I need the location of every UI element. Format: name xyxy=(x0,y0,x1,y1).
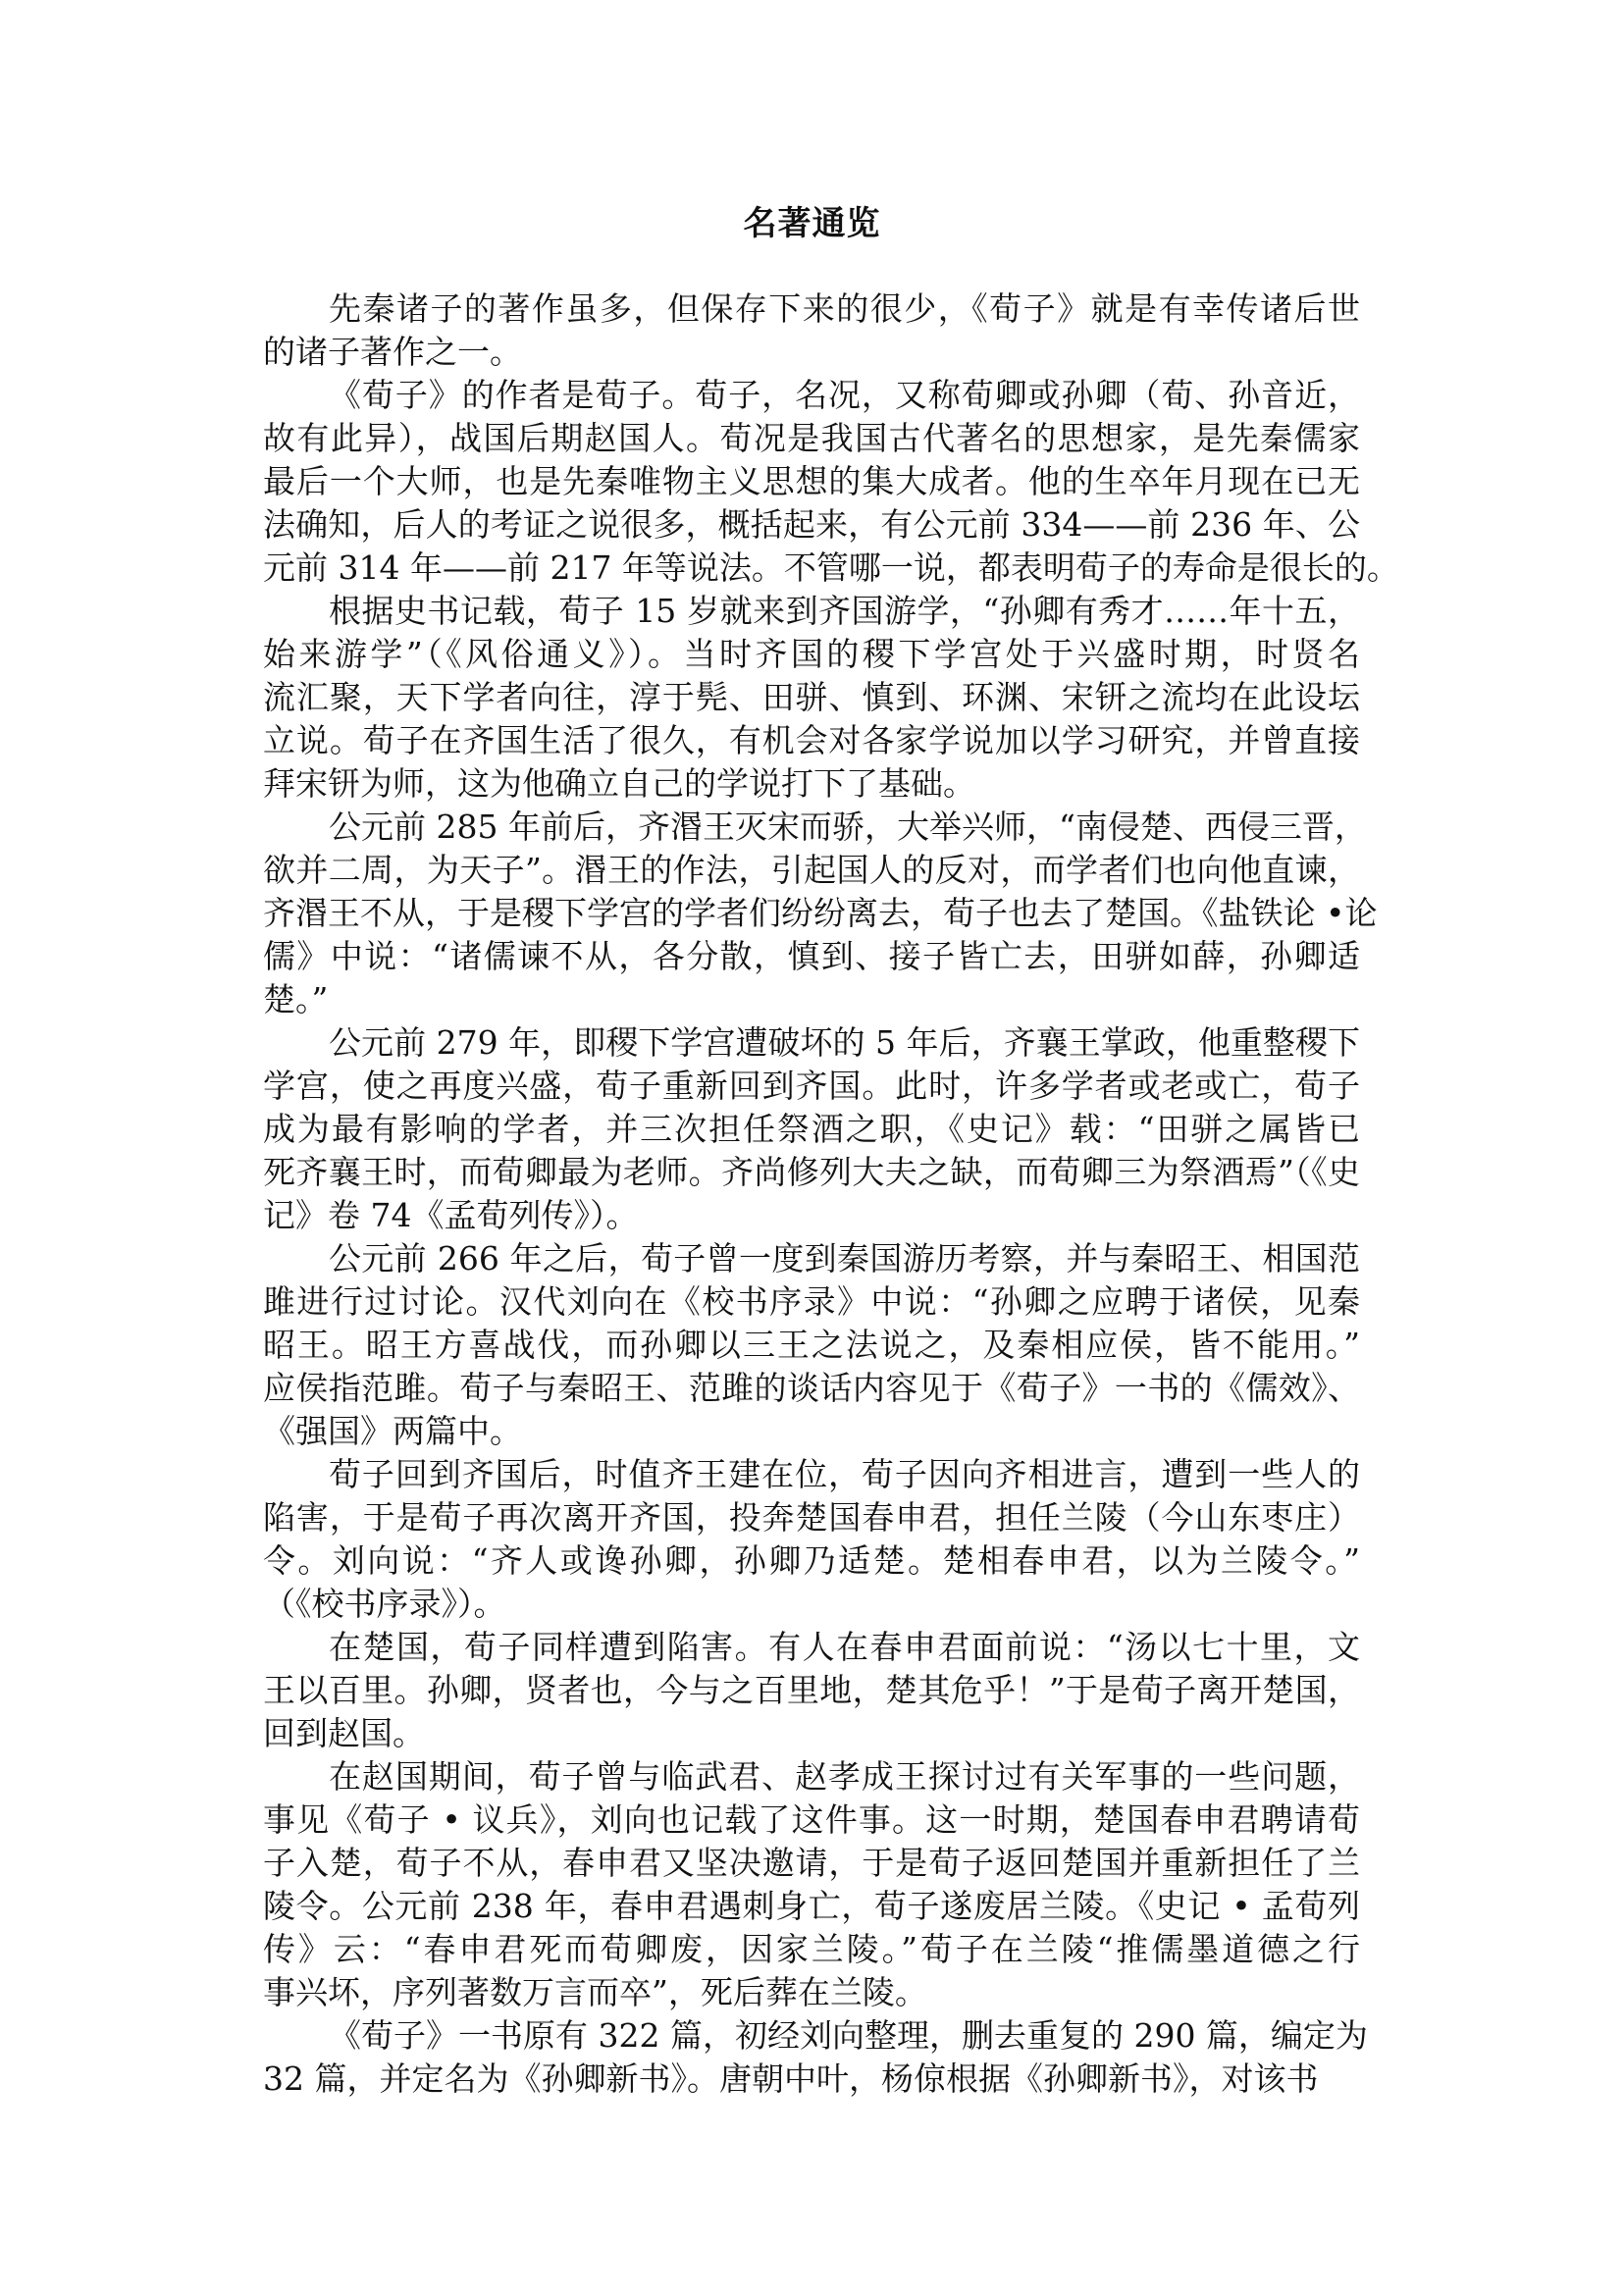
document-body xyxy=(263,287,1399,2101)
text-line: 根据史书记载，荀子 15 岁就来到齐国游学，“孙卿有秀才……年十五， xyxy=(329,592,1360,630)
text-line: 雎进行过讨论。汉代刘向在《校书序录》中说：“孙卿之应聘于诸侯，见秦 xyxy=(263,1282,1360,1321)
text-line: 公元前 285 年前后，齐湣王灭宋而骄，大举兴师，“南侵楚、西侵三晋， xyxy=(329,808,1367,846)
text-line: 《荀子》一书原有 322 篇，初经刘向整理，删去重复的 290 篇，编定为 xyxy=(329,2016,1368,2055)
text-line: 法确知，后人的考证之说很多，概括起来，有公元前 334——前 236 年、公 xyxy=(263,505,1360,544)
text-line: 荀子回到齐国后，时值齐王建在位，荀子因向齐相进言，遭到一些人的 xyxy=(329,1455,1360,1493)
text-line: 公元前 266 年之后，荀子曾一度到秦国游历考察，并与秦昭王、相国范 xyxy=(329,1239,1360,1277)
text-line: 齐湣王不从，于是稷下学宫的学者们纷纷离去，荀子也去了楚国。《盐铁论 •论 xyxy=(263,894,1378,932)
text-line: 故有此异），战国后期赵国人。荀况是我国古代著名的思想家，是先秦儒家 xyxy=(263,419,1360,457)
paragraph xyxy=(263,1453,1360,1626)
text-line: （《校书序录》）。 xyxy=(263,1585,506,1623)
text-line: 记》卷 74《孟荀列传》）。 xyxy=(263,1196,639,1234)
text-line: 陷害，于是荀子再次离开齐国，投奔楚国春申君，担任兰陵（今山东枣庄） xyxy=(263,1498,1360,1537)
text-line: 事见《荀子 • 议兵》，刘向也记载了这件事。这一时期，楚国春申君聘请荀 xyxy=(263,1800,1360,1839)
paragraph xyxy=(263,806,1378,1021)
paragraph xyxy=(263,287,1360,374)
text-line: 欲并二周，为天子”。湣王的作法，引起国人的反对，而学者们也向他直谏， xyxy=(263,851,1360,889)
text-line: 传》云：“春申君死而荀卿废，因家兰陵。”荀子在兰陵“推儒墨道德之行 xyxy=(263,1930,1360,1968)
text-line: 死齐襄王时，而荀卿最为老师。齐尚修列大夫之缺，而荀卿三为祭酒焉”（《史 xyxy=(263,1153,1360,1191)
text-line: 楚。” xyxy=(263,980,329,1018)
text-line: 在赵国期间，荀子曾与临武君、赵孝成王探讨过有关军事的一些问题， xyxy=(329,1757,1360,1796)
page-title: 名著通览 xyxy=(743,204,881,243)
text-line: 回到赵国。 xyxy=(263,1714,425,1752)
text-line: 《荀子》的作者是荀子。荀子，名况，又称荀卿或孙卿（荀、孙音近， xyxy=(329,376,1360,414)
text-line: 先秦诸子的著作虽多，但保存下来的很少，《荀子》就是有幸传诸后世 xyxy=(329,289,1360,328)
paragraph xyxy=(263,2014,1368,2101)
text-line: 《强国》两篇中。 xyxy=(263,1412,522,1450)
text-line: 公元前 279 年，即稷下学宫遭破坏的 5 年后，齐襄王掌政，他重整稷下 xyxy=(329,1023,1360,1062)
text-line: 最后一个大师，也是先秦唯物主义思想的集大成者。他的生卒年月现在已无 xyxy=(263,462,1360,500)
text-line: 学宫，使之再度兴盛，荀子重新回到齐国。此时，许多学者或老或亡，荀子 xyxy=(263,1067,1360,1105)
text-line: 的诸子著作之一。 xyxy=(263,333,522,371)
text-line: 昭王。昭王方喜战伐，而孙卿以三王之法说之，及秦相应侯，皆不能用。” xyxy=(263,1326,1360,1364)
text-line: 陵令。公元前 238 年，春申君遇刺身亡，荀子遂废居兰陵。《史记 • 孟荀列 xyxy=(263,1887,1360,1925)
text-line: 拜宋钘为师，这为他确立自己的学说打下了基础。 xyxy=(263,764,975,803)
text-line: 子入楚，荀子不从，春申君又坚决邀请，于是荀子返回楚国并重新担任了兰 xyxy=(263,1844,1360,1882)
paragraph xyxy=(263,1237,1360,1453)
text-line: 王以百里。孙卿，贤者也，今与之百里地，楚其危乎！”于是荀子离开楚国， xyxy=(263,1671,1360,1709)
paragraph xyxy=(263,374,1399,590)
text-line: 应侯指范雎。荀子与秦昭王、范雎的谈话内容见于《荀子》一书的《儒效》、 xyxy=(263,1369,1360,1407)
text-line: 在楚国，荀子同样遭到陷害。有人在春申君面前说：“汤以七十里，文 xyxy=(329,1628,1360,1666)
text-line: 事兴坏，序列著数万言而卒”，死后葬在兰陵。 xyxy=(263,1973,927,2011)
paragraph xyxy=(263,1626,1360,1755)
text-line: 成为最有影响的学者，并三次担任祭酒之职，《史记》载：“田骈之属皆已 xyxy=(263,1110,1360,1148)
paragraph xyxy=(263,590,1360,806)
text-line: 流汇聚，天下学者向往，淳于髡、田骈、慎到、环渊、宋钘之流均在此设坛 xyxy=(263,678,1360,716)
text-line: 32 篇，并定名为《孙卿新书》。唐朝中叶，杨倞根据《孙卿新书》，对该书 xyxy=(263,2059,1319,2098)
text-line: 立说。荀子在齐国生活了很久，有机会对各家学说加以学习研究，并曾直接 xyxy=(263,721,1360,759)
paragraph xyxy=(263,1755,1360,2014)
text-line: 始来游学”（《风俗通义》）。当时齐国的稷下学宫处于兴盛时期，时贤名 xyxy=(263,635,1360,673)
text-line: 令。刘向说：“齐人或谗孙卿，孙卿乃适楚。楚相春申君，以为兰陵令。” xyxy=(263,1541,1360,1580)
text-line: 儒》中说：“诸儒谏不从，各分散，慎到、接子皆亡去，田骈如薛，孙卿适 xyxy=(263,937,1360,975)
paragraph xyxy=(263,1021,1360,1237)
text-line: 元前 314 年——前 217 年等说法。不管哪一说，都表明荀子的寿命是很长的。 xyxy=(263,548,1399,587)
